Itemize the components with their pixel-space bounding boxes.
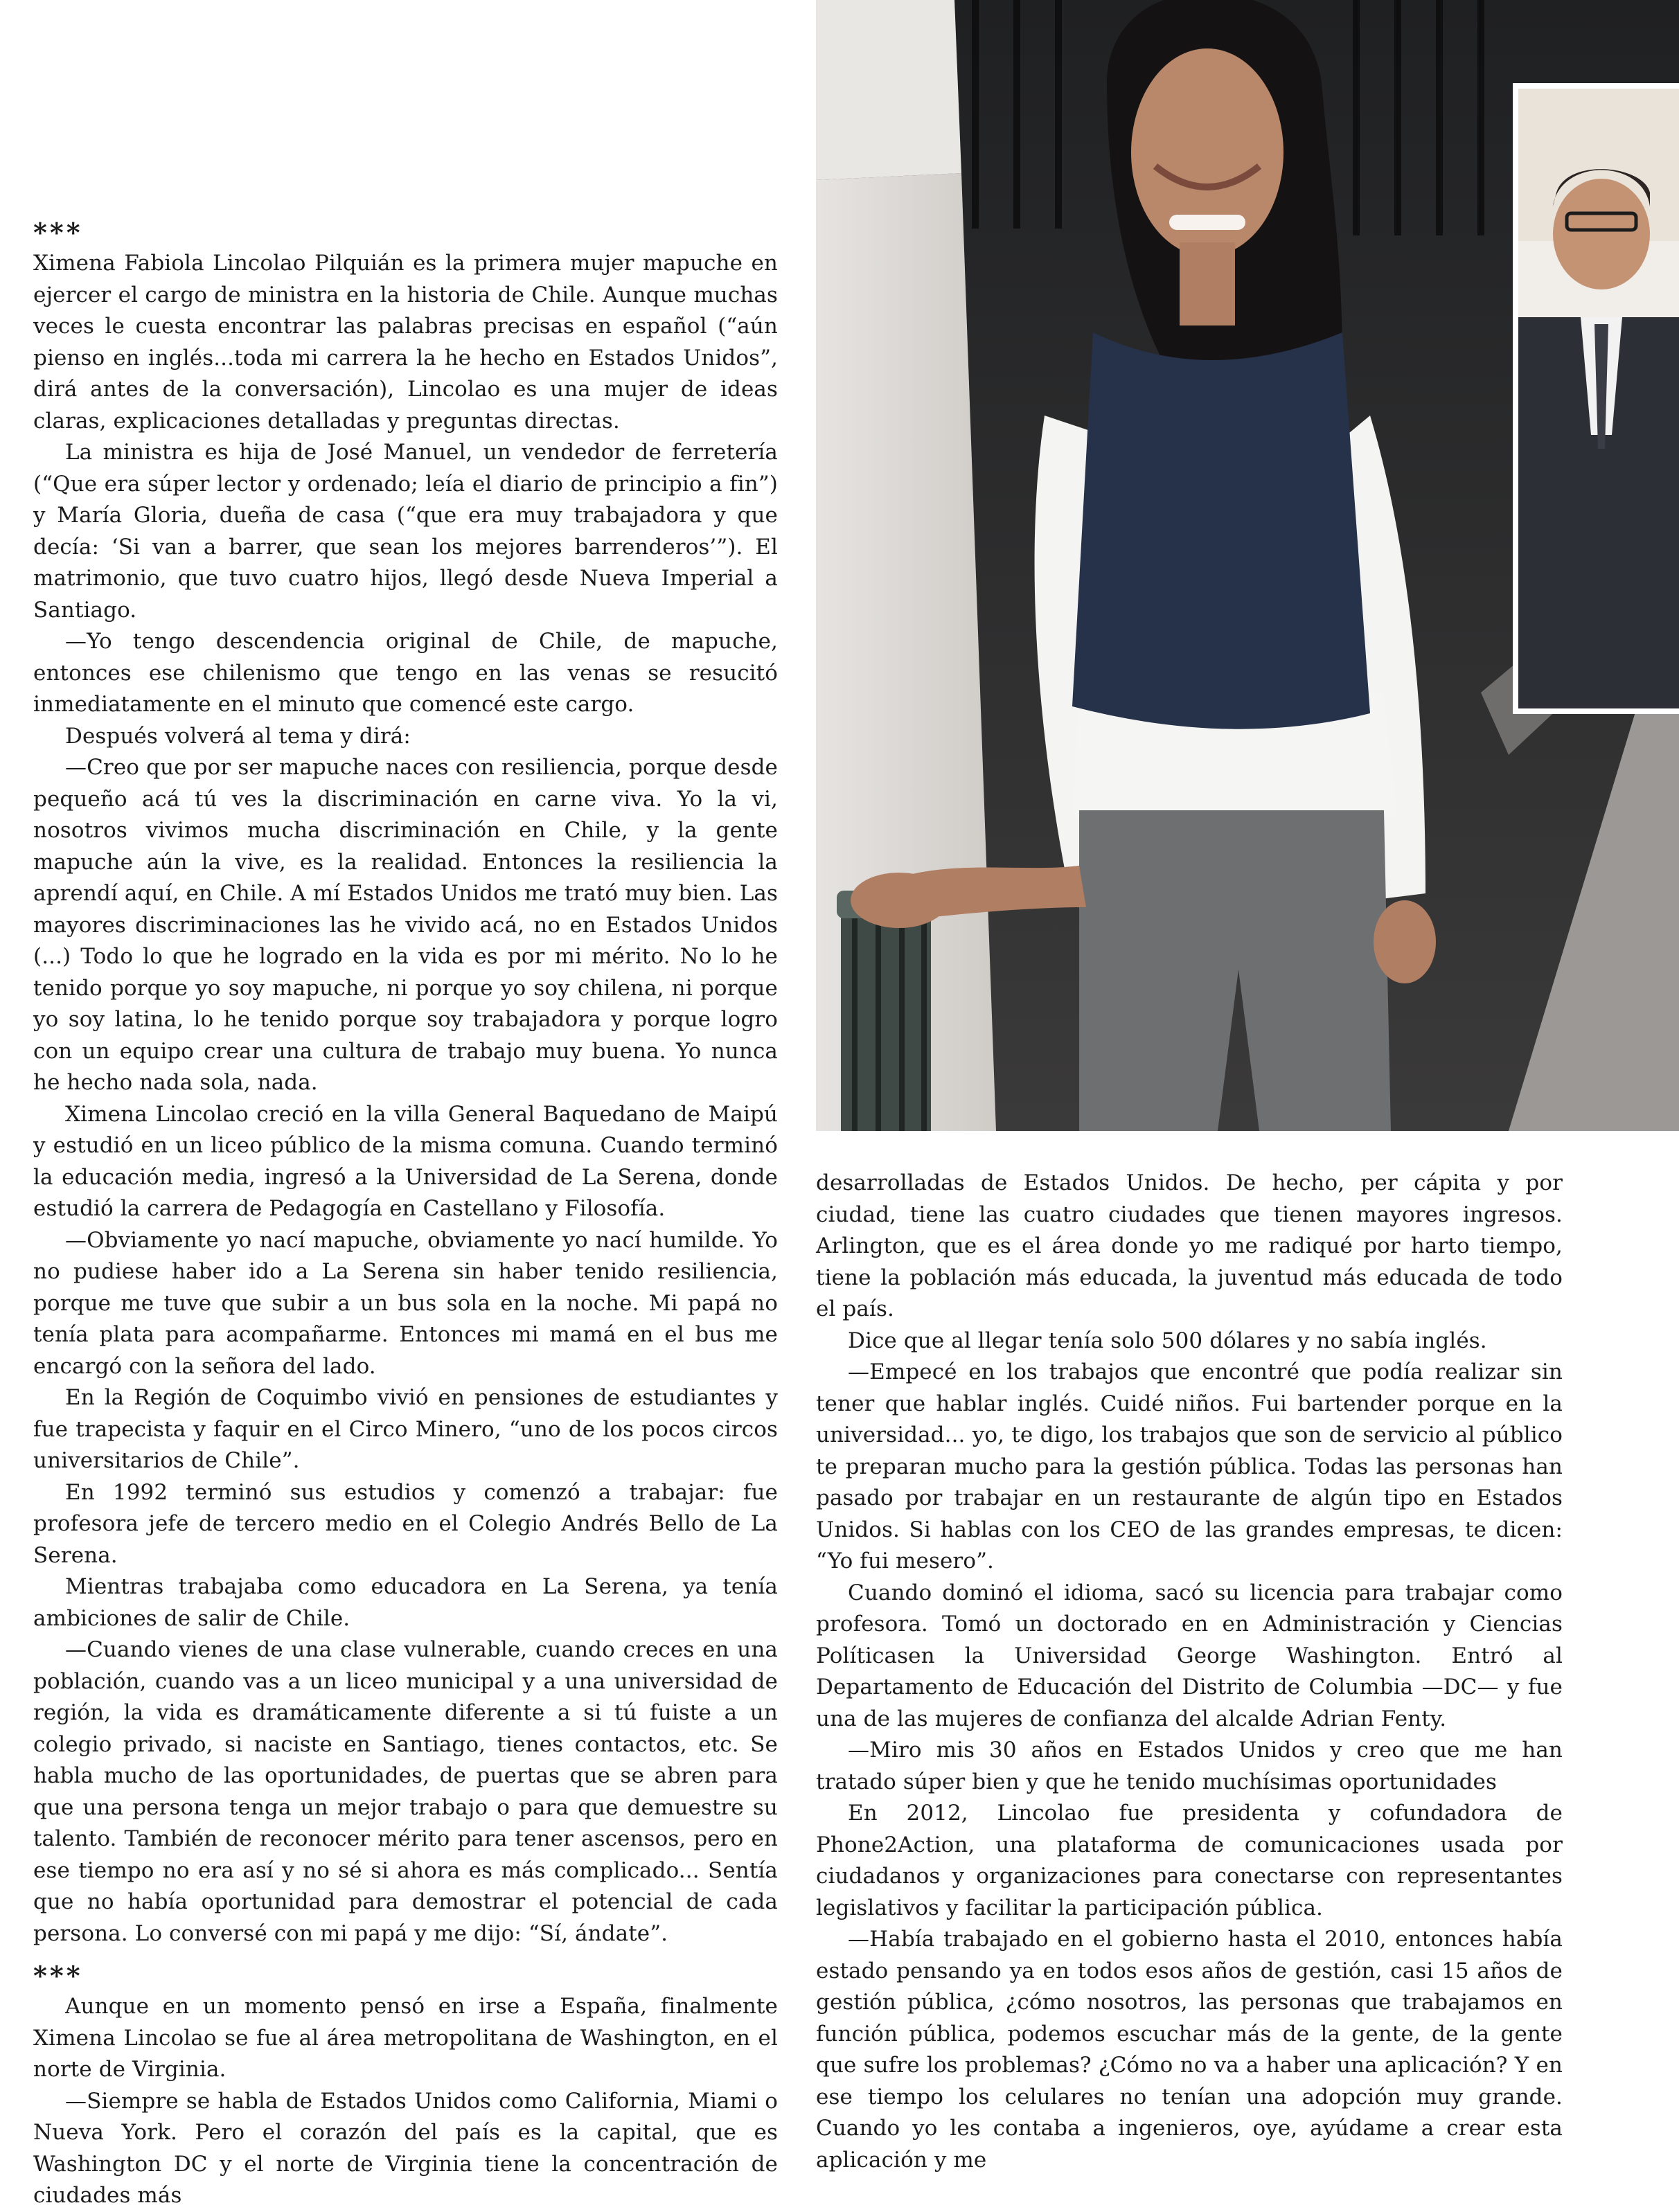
paragraph: Después volverá al tema y dirá: [65, 723, 411, 749]
article-column-left [33, 217, 778, 2212]
paragraph: —Siempre se habla de Estados Unidos como California, Miami o Nueva York. Pero el corazón del país es la capital, que es Washington DC y el norte de Virginia tiene la concentración de ciudades más [33, 2088, 778, 2208]
paragraph: —Creo que por ser mapuche naces con resiliencia, porque desde pequeño acá tú ves la discriminación en carne viva. Yo la vi, nosotros vivimos mucha discriminación en Chile, y la gente mapuche aún la vive, es la realidad. Entonces la resiliencia la aprendí aquí, en Chile. A mí Estados Unidos me trató muy bien. Las mayores discriminaciones las he vivido acá, no en Estados Unidos (...) Todo lo que he logrado en la vida es por mi mérito. No lo he tenido porque yo soy mapuche, ni porque yo soy chilena, ni porque yo soy latina, lo he tenido porque soy trabajadora y porque logro con un equipo crear una cultura de trabajo muy buena. Yo nunca he hecho nada sola, nada. [33, 755, 778, 1095]
paragraph: Aunque en un momento pensó en irse a España, finalmente Ximena Lincolao se fue al área metropolitana de Washington, en el norte de Virginia. [33, 1994, 778, 2082]
paragraph: En 1992 terminó sus estudios y comenzó a trabajar: fue profesora jefe de tercero medio en el Colegio Andrés Bello de La Serena. [33, 1479, 778, 1568]
paragraph: En 2012, Lincolao fue presidenta y cofundadora de Phone2Action, una plataforma de comunicaciones usada por ciudadanos y organizaciones para conectarse con representantes legislativos y facilitar la participación pública. [816, 1801, 1563, 1920]
paragraph: —Obviamente yo nací mapuche, obviamente yo nací humilde. Yo no pudiese haber ido a La Serena sin haber tenido resiliencia, porque me tuve que subir a un bus sola en la noche. Mi papá no tenía plata para acompañarme. Entonces mi mamá en el bus me encargó con la señora del lado. [33, 1227, 778, 1379]
paragraph: Cuando dominó el idioma, sacó su licencia para trabajar como profesora. Tomó un doctorado en en Administración y Ciencias Políticasen la Universidad George Washington. Entró al Departamento de Educación del Distrito de Columbia —DC— y fue una de las mujeres de confianza del alcalde Adrian Fenty. [816, 1580, 1563, 1731]
paragraph: —Cuando vienes de una clase vulnerable, cuando creces en una población, cuando vas a un liceo municipal y a una universidad de región, la vida es dramáticamente diferente a si tú fuiste a un colegio privado, si naciste en Santiago, tienes contactos, etc. Se habla mucho de las oportunidades, de puertas que se abren para que una persona tenga un mejor trabajo o para que demuestre su talento. También de reconocer mérito para tener ascensos, pero en ese tiempo no era así y no sé si ahora es más complicado... Sentía que no había oportunidad para demostrar el potencial de cada persona. Lo conversé con mi papá y me dijo: “Sí, ándate”. [33, 1637, 778, 1946]
paragraph: —Miro mis 30 años en Estados Unidos y creo que me han tratado súper bien y que he tenido muchísimas oportunidades [816, 1738, 1563, 1794]
section-separator: *** [33, 1960, 83, 1991]
paragraph: Ximena Fabiola Lincolao Pilquián es la primera mujer mapuche en ejercer el cargo de ministra en la historia de Chile. Aunque muchas veces le cuesta encontrar las palabras precisas en español (“aún pienso en inglés...toda mi carrera la he hecho en Estados Unidos”, dirá antes de la conversación), Lincolao es una mujer de ideas claras, explicaciones detalladas y preguntas directas. [33, 251, 778, 434]
paragraph: —Yo tengo descendencia original de Chile, de mapuche, entonces ese chilenismo que tengo en las venas se resucitó inmediatamente en el minuto que comencé este cargo. [33, 629, 778, 717]
paragraph: Ximena Lincolao creció en la villa General Baquedano de Maipú y estudió en un liceo público de la misma comuna. Cuando terminó la educación media, ingresó a la Universidad de La Serena, donde estudió la carrera de Pedagogía en Castellano y Filosofía. [33, 1101, 778, 1221]
paragraph: —Había trabajado en el gobierno hasta el 2010, entonces había estado pensando ya en todos esos años de gestión, casi 15 años de gestión pública, ¿cómo nosotros, las personas que trabajamos en función pública, podemos escuchar más de la gente, de la gente que sufre los problemas? ¿Cómo no va a haber una aplicación? Y en ese tiempo los celulares no tenían una adopción muy grande. Cuando yo les contaba a ingenieros, oye, ayúdame a crear esta aplicación y me [816, 1927, 1563, 2173]
section-separator: *** [33, 217, 83, 248]
paragraph: En la Región de Coquimbo vivió en pensiones de estudiantes y fue trapecista y faquir en el Circo Minero, “uno de los pocos circos universitarios de Chile”. [33, 1385, 778, 1473]
paragraph: —Empecé en los trabajos que encontré que podía realizar sin tener que hablar inglés. Cuidé niños. Fui bartender porque en la universidad... yo, te digo, los trabajos que son de servicio al público te preparan mucho para la gestión pública. Todas las personas han pasado por trabajar en un restaurante de algún tipo en Estados Unidos. Si hablas con los CEO de las grandes empresas, te dicen: “Yo fui mesero”. [816, 1359, 1563, 1573]
paragraph: Mientras trabajaba como educadora en La Serena, ya tenía ambiciones de salir de Chile. [33, 1574, 778, 1631]
inset-photo [1513, 83, 1679, 714]
paragraph: La ministra es hija de José Manuel, un vendedor de ferretería (“Que era súper lector y ordenado; leía el diario de principio a fin”) y María Gloria, dueña de casa (“que era muy trabajadora y que decía: ‘Si van a barrer, que sean los mejores barrenderos’”). El matrimonio, que tuvo cuatro hijos, llegó desde Nueva Imperial a Santiago. [33, 440, 778, 623]
paragraph: Dice que al llegar tenía solo 500 dólares y no sabía inglés. [848, 1328, 1487, 1353]
paragraph: desarrolladas de Estados Unidos. De hecho, per cápita y por ciudad, tiene las cuatro ciudades que tienen mayores ingresos. Arlington, que es el área donde yo me radiqué por harto tiempo, tiene la población más educada, la juventud más educada de todo el país. [816, 1170, 1563, 1321]
article-column-right [816, 1168, 1563, 2176]
